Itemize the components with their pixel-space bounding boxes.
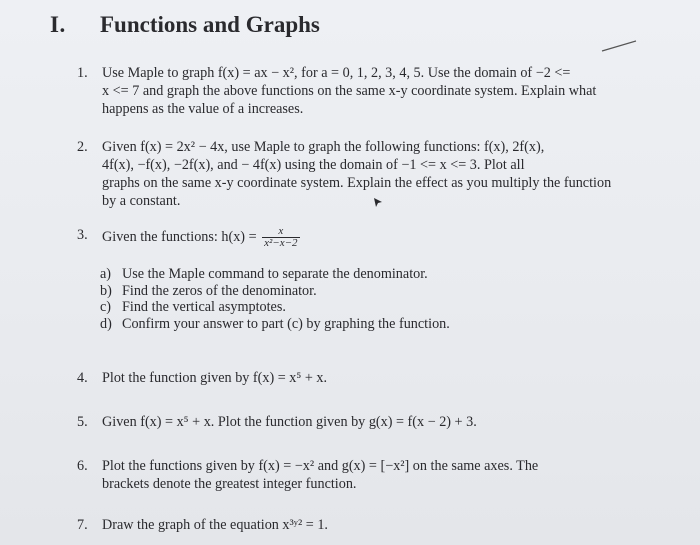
question-number: 1. (77, 65, 88, 81)
question-line: x <= 7 and graph the above functions on the same x-y coordinate system. Explain what (102, 83, 597, 99)
question-intro: Given the functions: h(x) = (102, 228, 257, 245)
question-number: 3. (77, 227, 88, 243)
subitem-letter: b) (100, 282, 112, 299)
subitem-text: Find the vertical asymptotes. (122, 299, 286, 315)
question-line: happens as the value of a increases. (102, 101, 304, 117)
question-line: Draw the graph of the equation x³ʸ² = 1. (102, 517, 328, 533)
question-number: 5. (77, 414, 88, 430)
question-number: 7. (77, 517, 88, 533)
question-line: by a constant. (102, 193, 181, 209)
pen-mark (600, 38, 640, 54)
question-line: graphs on the same x-y coordinate system. Explain the effect as you multiply the function (102, 175, 612, 191)
subitem (100, 316, 450, 333)
fraction-denominator: x²−x−2 (264, 237, 298, 249)
question-line: brackets denote the greatest integer function. (102, 476, 357, 492)
section-title: Functions and Graphs (100, 12, 320, 37)
subitem-letter: c) (100, 299, 112, 315)
subitem (100, 299, 450, 316)
question-line: Plot the functions given by f(x) = −x² and g(x) = [−x²] on the same axes. The (102, 458, 539, 474)
question-number: 4. (77, 370, 88, 386)
fraction-numerator: x (278, 225, 284, 237)
question-3-subitems (100, 266, 450, 332)
question-line: Use Maple to graph f(x) = ax − x², for a = 0, 1, 2, 3, 4, 5. Use the domain of −2 <= (102, 65, 571, 81)
question-line: Given f(x) = 2x² − 4x, use Maple to graph the following functions: f(x), 2f(x), (102, 139, 545, 155)
subitem-letter: d) (100, 315, 112, 332)
cursor-arrow-icon (372, 196, 384, 208)
rational-function-fraction (262, 226, 299, 249)
question-line: Given f(x) = x⁵ + x. Plot the function given by g(x) = f(x − 2) + 3. (102, 414, 477, 430)
question-number: 2. (77, 139, 88, 155)
question-line: Plot the function given by f(x) = x⁵ + x. (102, 370, 328, 386)
subitem-text: Use the Maple command to separate the denominator. (122, 266, 428, 282)
subitem-text: Find the zeros of the denominator. (122, 282, 317, 299)
question-line: 4f(x), −f(x), −2f(x), and − 4f(x) using the domain of −1 <= x <= 3. Plot all (102, 157, 525, 173)
section-number: I. (50, 12, 66, 37)
subitem (100, 283, 450, 300)
subitem-letter: a) (100, 266, 112, 282)
subitem (100, 266, 450, 283)
question-number: 6. (77, 458, 88, 474)
subitem-text: Confirm your answer to part (c) by graphing the function. (122, 315, 450, 332)
